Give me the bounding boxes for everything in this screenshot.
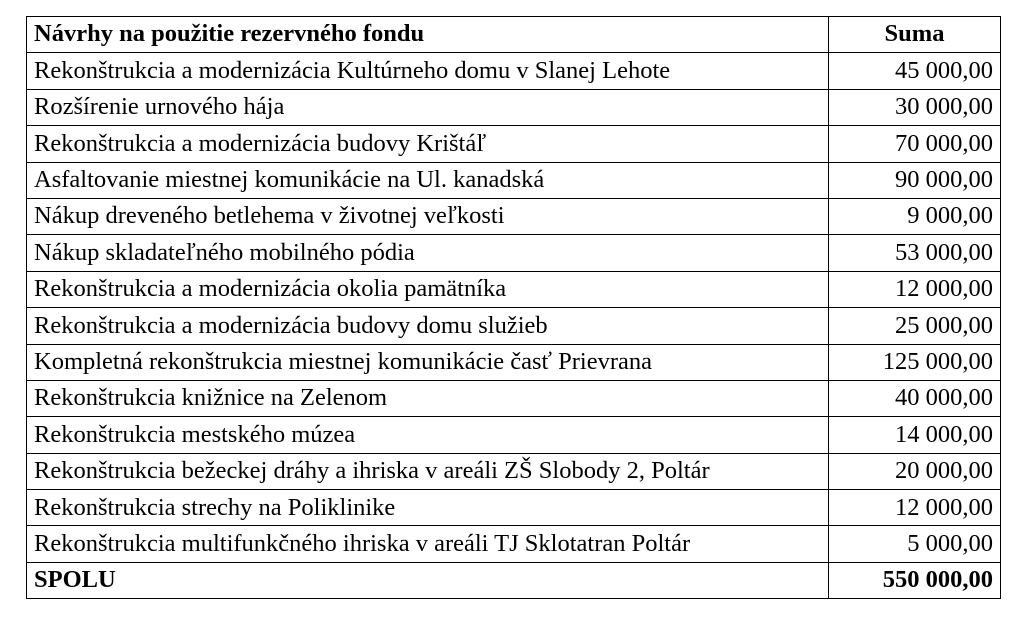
row-name: Rekonštrukcia a modernizácia budovy Krištáľ: [27, 126, 829, 162]
row-name: Rekonštrukcia multifunkčného ihriska v areáli TJ Sklotatran Poltár: [27, 526, 829, 562]
table-row: [27, 344, 1001, 380]
row-name: Rekonštrukcia strechy na Poliklinike: [27, 490, 829, 526]
total-row: [27, 562, 1001, 598]
table-row: [27, 417, 1001, 453]
table-row: [27, 526, 1001, 562]
row-name: Rekonštrukcia a modernizácia Kultúrneho domu v Slanej Lehote: [27, 53, 829, 89]
row-name: Kompletná rekonštrukcia miestnej komunikácie časť Prievrana: [27, 344, 829, 380]
table-row: [27, 380, 1001, 416]
row-name: Nákup dreveného betlehema v životnej veľkosti: [27, 198, 829, 234]
row-sum: 5 000,00: [829, 526, 1001, 562]
row-sum: 14 000,00: [829, 417, 1001, 453]
row-sum: 9 000,00: [829, 198, 1001, 234]
table-header-row: [27, 17, 1001, 53]
table-row: [27, 271, 1001, 307]
row-sum: 25 000,00: [829, 308, 1001, 344]
row-name: Rekonštrukcia bežeckej dráhy a ihriska v areáli ZŠ Slobody 2, Poltár: [27, 453, 829, 489]
row-sum: 45 000,00: [829, 53, 1001, 89]
row-sum: 125 000,00: [829, 344, 1001, 380]
row-sum: 30 000,00: [829, 89, 1001, 125]
row-sum: 53 000,00: [829, 235, 1001, 271]
row-sum: 40 000,00: [829, 380, 1001, 416]
row-name: Rozšírenie urnového hája: [27, 89, 829, 125]
table-row: [27, 235, 1001, 271]
row-name: Rekonštrukcia a modernizácia okolia pamätníka: [27, 271, 829, 307]
row-name: Rekonštrukcia knižnice na Zelenom: [27, 380, 829, 416]
row-sum: 12 000,00: [829, 271, 1001, 307]
table-row: [27, 89, 1001, 125]
total-label: SPOLU: [27, 562, 829, 598]
row-sum: 90 000,00: [829, 162, 1001, 198]
reserve-fund-table: [26, 16, 1001, 599]
table-row: [27, 126, 1001, 162]
header-sum: Suma: [829, 17, 1001, 53]
total-sum: 550 000,00: [829, 562, 1001, 598]
row-sum: 20 000,00: [829, 453, 1001, 489]
table-row: [27, 308, 1001, 344]
row-sum: 70 000,00: [829, 126, 1001, 162]
table-row: [27, 162, 1001, 198]
row-name: Nákup skladateľného mobilného pódia: [27, 235, 829, 271]
table-row: [27, 453, 1001, 489]
row-name: Rekonštrukcia a modernizácia budovy domu služieb: [27, 308, 829, 344]
header-proposals: Návrhy na použitie rezervného fondu: [27, 17, 829, 53]
row-name: Rekonštrukcia mestského múzea: [27, 417, 829, 453]
table-row: [27, 490, 1001, 526]
row-sum: 12 000,00: [829, 490, 1001, 526]
table-row: [27, 198, 1001, 234]
row-name: Asfaltovanie miestnej komunikácie na Ul. kanadská: [27, 162, 829, 198]
table-row: [27, 53, 1001, 89]
